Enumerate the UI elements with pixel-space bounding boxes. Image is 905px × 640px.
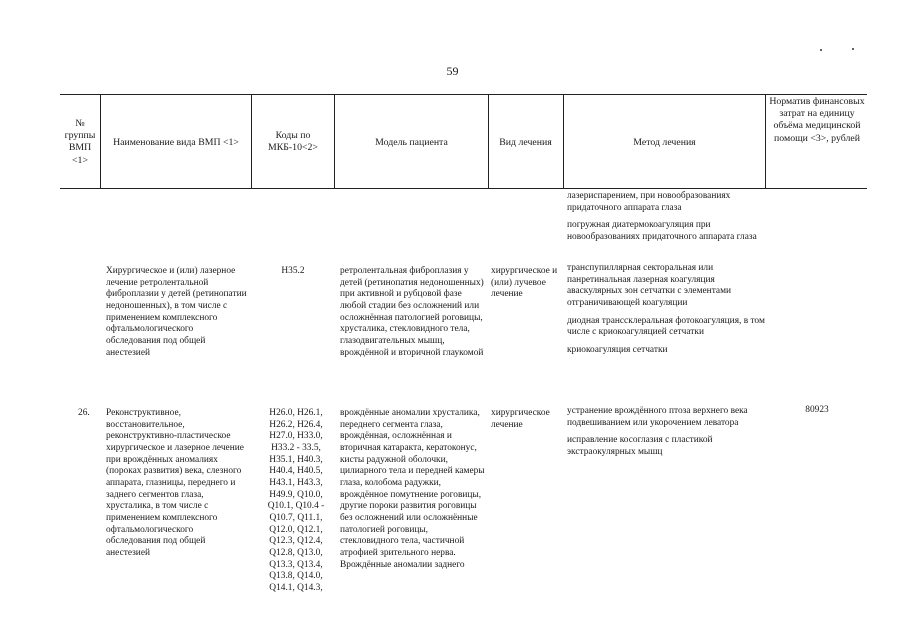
header-type: Вид лечения bbox=[499, 137, 552, 148]
col-divider-6 bbox=[765, 94, 766, 189]
method-item: криокоагуляция сетчатки bbox=[567, 344, 668, 355]
method-item: устранение врождённого птоза верхнего века подвешиванием или укорочением леватора bbox=[567, 406, 748, 428]
method-item: лазериспарением, при новообразованиях придаточного аппарата глаза bbox=[567, 191, 731, 213]
col-divider-5 bbox=[563, 94, 564, 189]
row-codes: H26.0, H26.1, H26.2, H26.4, H27.0, H33.0, H33.2 - 33.5, H35.1, H40.3, H40.4, H40.5, H43.1, H43.3, H49.9, Q10.0, Q10.1, Q10.4 - Q10.7, Q11.1, Q12.0, Q12.1, Q12.3, Q12.4, Q12.8, Q13.0, Q13.3, Q13.4, Q13.8, Q14.0, Q14.1, Q14.3, bbox=[267, 408, 325, 593]
continuation-methods bbox=[567, 191, 767, 244]
col-divider-1 bbox=[100, 94, 101, 189]
method-item: исправление косоглазия с пластикой экстраокулярных мышц bbox=[567, 435, 713, 457]
row-methods bbox=[567, 263, 767, 357]
header-bottom-border bbox=[60, 188, 867, 189]
row-treatment-type: хирургическое лечение bbox=[491, 408, 550, 430]
header-model: Модель пациента bbox=[375, 137, 448, 148]
row-name: Реконструктивное, восстановительное, реконструктивно-пластическое хирургическое и лазерное лечение при врождённых аномалиях (пороках развития) века, слезного аппарата, глазницы, переднего и заднего сегментов глаза, хрусталика, в том числе с применением комплексного офтальмологического обследования под общей анестезией bbox=[106, 408, 244, 558]
row-name: Хирургическое и (или) лазерное лечение ретролентальной фиброплазии у детей (ретинопатии недоношенных), в том числе с применением комплексного офтальмологического обследования под общей анестезией bbox=[106, 266, 247, 358]
col-divider-4 bbox=[488, 94, 489, 189]
row-codes: H35.2 bbox=[281, 266, 305, 276]
row-model: ретролентальная фиброплазия у детей (ретинопатия недоношенных) при активной и рубцовой фазе любой стадии без осложнений или осложнённая патологией роговицы, хрусталика, стекловидного тела, глазодвигательных мышц, врождённой и вторичной глаукомой bbox=[340, 266, 484, 358]
row-group-number: 26. bbox=[78, 408, 90, 418]
header-top-border bbox=[60, 94, 867, 95]
row-model: врождённые аномалии хрусталика, переднего сегмента глаза, врождённая, осложнённая и вторичная катаракта, кератоконус, кисты радужной оболочки, цилиарного тела и передней камеры глаза, колобома радужки, врождённое помутнение роговицы, другие пороки развития роговицы без осложнений или осложнённые патологией роговицы, стекловидного тела, частичной атрофией зрительного нерва. Врождённые аномалии заднего bbox=[340, 408, 485, 570]
method-item: диодная транссклеральная фотокоагуляция, в том числе с криокоагуляцией сетчатки bbox=[567, 315, 765, 338]
header-name: Наименование вида ВМП <1> bbox=[113, 137, 239, 148]
header-group-no: № группы ВМП <1> bbox=[64, 118, 96, 166]
row-treatment-type: хирургическое и (или) лучевое лечение bbox=[491, 266, 558, 300]
header-norm: Норматив финансовых затрат на единицу объёма медицинской помощи <3>, рублей bbox=[769, 96, 865, 144]
scan-speck-2 bbox=[852, 48, 854, 50]
header-method: Метод лечения bbox=[633, 137, 696, 148]
header-codes: Коды по МКБ-10<2> bbox=[268, 130, 318, 154]
method-item: погружная диатермокоагуляция при новообразованиях придаточного аппарата глаза bbox=[567, 220, 757, 242]
row-norm-value: 80923 bbox=[805, 405, 829, 415]
col-divider-3 bbox=[334, 94, 335, 189]
row-methods bbox=[567, 406, 767, 459]
col-divider-2 bbox=[251, 94, 252, 189]
scan-speck-1 bbox=[820, 49, 822, 51]
page-number: 59 bbox=[446, 64, 459, 78]
method-item: транспупиллярная секторальная или панретинальная лазерная коагуляция аваскулярных зон сетчатки с элементами отграничивающей коагуляции bbox=[567, 263, 732, 308]
